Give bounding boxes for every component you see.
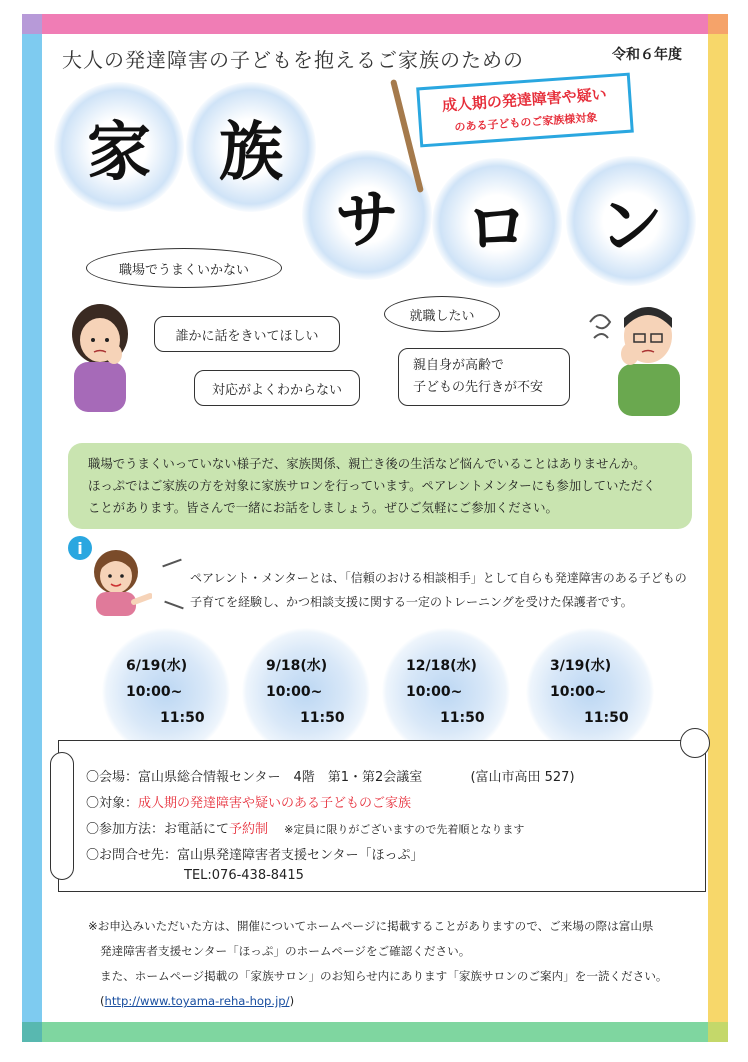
- url-paren: (: [100, 994, 105, 1008]
- title-char: ン: [599, 190, 663, 264]
- session-end: 11:50: [584, 710, 629, 726]
- target-value: 成人期の発達障害や疑いのある子どものご家族: [138, 796, 412, 811]
- bubble-text: 誰かに話をきいてほしい: [175, 328, 319, 344]
- session-date: 9/18(水): [266, 658, 328, 674]
- flag-line-2: のある子どものご家族様対象: [454, 110, 598, 134]
- method-value: 予約制: [229, 822, 269, 837]
- emphasis-line: [164, 601, 183, 610]
- venue-text: 〇会場：富山県総合情報センター 4階 第1・第2会議室: [86, 770, 423, 785]
- date-circle: [526, 628, 654, 756]
- frame-top-band: [22, 14, 728, 34]
- title-char: 家: [87, 116, 151, 190]
- target-row: [86, 792, 411, 811]
- fiscal-year: 令和６年度: [612, 47, 682, 63]
- intro-line: ほっぷではご家族の方を対象に家族サロンを行っています。ペアレントメンターにも参加していただく: [88, 478, 656, 493]
- footer-line: また、ホームページ掲載の「家族サロン」のお知らせ内にあります「家族サロンのご案内」を一読ください。: [100, 969, 668, 983]
- speech-bubble: [398, 348, 570, 406]
- frame-corner: [22, 14, 42, 34]
- bubble-text: 対応がよくわからない: [211, 382, 342, 398]
- mentor-woman-illustration: [86, 546, 152, 616]
- intro-line: 職場でうまくいっていない様子だ、家族関係、親亡き後の生活など悩んでいることはありませんか。: [88, 456, 646, 471]
- speech-bubble: [154, 316, 340, 352]
- session-date: 6/19(水): [126, 658, 188, 674]
- method-label: 〇参加方法：お電話にて: [86, 822, 230, 837]
- bubble-text: 職場でうまくいかない: [118, 262, 249, 278]
- tel-row: [184, 868, 304, 883]
- intro-box: [68, 443, 692, 529]
- speech-bubble: [194, 370, 360, 406]
- flag-line-1: 成人期の発達障害や疑い: [441, 85, 608, 115]
- target-label: 〇対象：: [86, 796, 139, 811]
- frame-right-band: [708, 14, 728, 1042]
- footer-notes: [88, 914, 698, 1014]
- info-icon: i: [68, 536, 92, 560]
- scroll-curl: [680, 728, 710, 758]
- subtitle: 大人の発達障害の子どもを抱えるご家族のための: [62, 48, 524, 72]
- target-flag: [416, 73, 634, 148]
- date-circle: [382, 628, 510, 756]
- frame-corner: [708, 1022, 728, 1042]
- title-circle: [54, 82, 184, 212]
- emphasis-line: [162, 559, 181, 568]
- method-note: ※定員に限りがございますので先着順となります: [284, 823, 525, 836]
- title-char: サ: [335, 184, 399, 258]
- frame-bottom-band: [22, 1022, 728, 1042]
- footer-line: 発達障害者支援センター「ほっぷ」のホームページをご確認ください。: [100, 944, 471, 958]
- session-start: 10:00~: [266, 684, 323, 700]
- contact-row: [86, 844, 423, 863]
- footer-url-line: [88, 989, 698, 1014]
- title-circle: [186, 82, 316, 212]
- url-paren: ): [289, 994, 295, 1008]
- session-start: 10:00~: [406, 684, 463, 700]
- venue-row: [86, 766, 575, 785]
- date-circle: [102, 628, 230, 756]
- footer-line: ※お申込みいただいた方は、開催についてホームページに掲載することがありますので、ご来場の際は富山県: [88, 919, 654, 933]
- mentor-description: [190, 566, 700, 614]
- bubble-text: 親自身が高齢で: [413, 358, 505, 373]
- session-start: 10:00~: [550, 684, 607, 700]
- tel-number: TEL:076-438-8415: [184, 868, 304, 883]
- title-char: 族: [219, 116, 283, 190]
- website-link[interactable]: http://www.toyama-reha-hop.jp/: [104, 994, 290, 1008]
- worried-man-illustration: [584, 298, 688, 416]
- venue-address: (富山市高田 527): [470, 770, 575, 785]
- bubble-text: 子どもの先行きが不安: [413, 380, 544, 395]
- mentor-line: 子育てを経験し、かつ相談支援に関する一定のトレーニングを受けた保護者です。: [190, 595, 633, 609]
- date-circle: [242, 628, 370, 756]
- session-end: 11:50: [440, 710, 485, 726]
- bubble-text: 就職したい: [409, 308, 475, 324]
- session-end: 11:50: [160, 710, 205, 726]
- title-circle: [432, 158, 562, 288]
- worried-woman-illustration: [62, 298, 138, 412]
- speech-bubble: [384, 296, 500, 332]
- session-end: 11:50: [300, 710, 345, 726]
- details-scroll: [58, 740, 706, 892]
- speech-bubble: [86, 248, 282, 288]
- scroll-curl: [50, 752, 74, 880]
- title-char: ロ: [465, 192, 529, 266]
- title-circle: [566, 156, 696, 286]
- method-row: [86, 818, 524, 837]
- contact-text: 〇お問合せ先：富山県発達障害者支援センター「ほっぷ」: [86, 848, 424, 863]
- frame-corner: [708, 14, 728, 34]
- frame-corner: [22, 1022, 42, 1042]
- session-date: 3/19(水): [550, 658, 612, 674]
- intro-line: ことがあります。皆さんで一緒にお話をしましょう。ぜひご気軽にご参加ください。: [88, 500, 558, 515]
- frame-left-band: [22, 14, 42, 1042]
- session-date: 12/18(水): [406, 658, 477, 674]
- mentor-line: ペアレント・メンターとは、「信頼のおける相談相手」として自らも発達障害のある子どもの: [190, 571, 687, 585]
- session-start: 10:00~: [126, 684, 183, 700]
